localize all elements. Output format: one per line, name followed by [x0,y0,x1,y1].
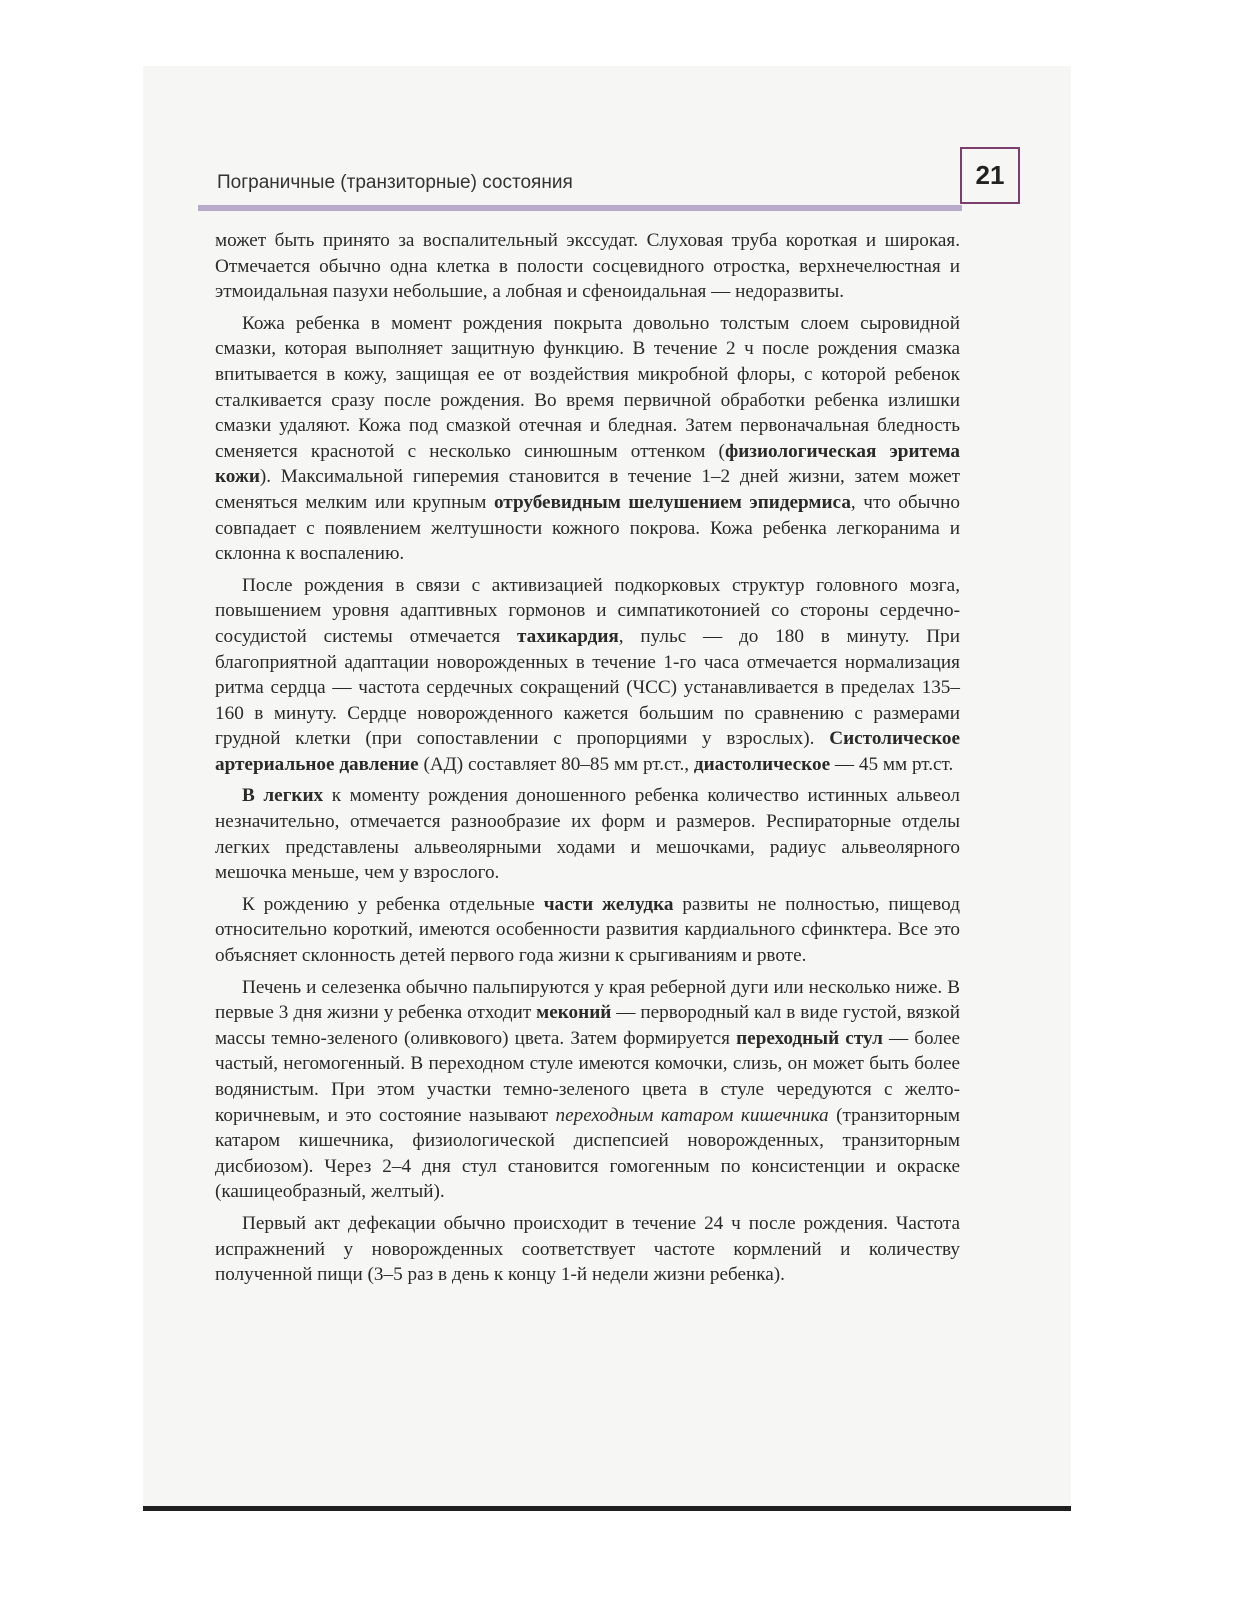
running-head: Пограничные (транзиторные) состояния [217,172,573,193]
text-run: К рождению у ребенка отдельные [242,893,544,915]
page-bottom-edge [143,1506,1071,1511]
text-run: (транзиторным катаром кишечника, физиологической диспепсией новорожденных, транзиторным дисбиозом). Через 2–4 дня стул становится гомогенным по консистенции и окраске (кашицеобразный, желтый). [215,1104,961,1203]
paragraph [215,228,960,305]
text-run: Печень и селезенка обычно пальпируются у края реберной дуги или несколько ниже. В первые 3 дня жизни у ребенка отходит [215,976,960,1024]
text-run: может быть принято за воспалительный экссудат. Слуховая труба короткая и широкая. Отмечается обычно одна клетка в полости сосцевидного отростка, верхнечелюстная и этмоидальная пазухи небольшие, а лобная и сфеноидальная — недоразвиты. [215,230,960,303]
text-run: развиты не полностью, пищевод относительно короткий, имеются особенности развития кардиального сфинктера. Все это объясняет склонность детей первого года жизни к срыгиваниям и рвоте. [215,893,960,967]
text-run: — первородный кал в виде густой, вязкой массы темно-зеленого (оливкового) цвета. Затем формируется [215,1002,960,1049]
bold-term: тахикардия [516,625,619,647]
bold-term: В легких [242,785,324,807]
text-run: — более частый, негомогенный. В переходном стуле имеются комочки, слизь, он может быть более водянистым. При этом участки темно-зеленого цвета в стуле чередуются с желто-коричневым, и это состояние называют [215,1027,960,1126]
italic-term: переходным катаром кишечника [555,1104,829,1126]
body-text [215,228,960,1288]
bold-term: физиологическая эритема кожи [215,440,960,488]
text-run: , что обычно совпадает с появлением желтушности кожного покрова. Кожа ребенка легкоранима и склонна к воспалению. [215,491,961,565]
paragraph [215,311,960,567]
text-run: к моменту рождения доношенного ребенка количество истинных альвеол незначительно, отмечается разнообразие их форм и размеров. Респираторные отделы легких представлены альвеолярными ходами и мешочками, радиус альвеолярного мешочка меньше, чем у взрослого. [215,785,960,884]
paragraph [215,1211,960,1288]
text-run: Первый акт дефекации обычно происходит в течение 24 ч после рождения. Частота испражнений у новорожденных соответствует частоте кормлений и количеству полученной пищи (3–5 раз в день к концу 1-й недели жизни ребенка). [215,1212,960,1286]
bold-term: отрубевидным шелушением эпидермиса [493,491,851,513]
bold-term: переходный стул [736,1027,883,1049]
text-run: , пульс — до 180 в минуту. При благоприятной адаптации новорожденных в течение 1-го часа отмечается нормализация ритма сердца — частота сердечных сокращений (ЧСС) устанавливается в пределах 135–160 в минуту. Сердце новорожденного кажется большим по сравнению с размерами грудной клетки (при сопоставлении с пропорциями у взрослых). [215,625,960,750]
text-run: (АД) составляет 80–85 мм рт.ст., [418,753,694,775]
paragraph [215,975,960,1205]
text-run: Кожа ребенка в момент рождения покрыта довольно толстым слоем сыровидной смазки, которая выполняет защитную функцию. В течение 2 ч после рождения смазка впитывается в кожу, защищая ее от воздействия микробной флоры, с которой ребенок сталкивается сразу после рождения. Во время первичной обработки ребенка излишки смазки удаляют. Кожа под смазкой отечная и бледная. Затем первоначальная бледность сменяется краснотой с несколько синюшным оттенком ( [215,312,960,462]
bold-term: диастолическое [693,753,831,775]
page-number: 21 [960,147,1020,204]
bold-term: меконий [536,1002,612,1024]
header-rule [198,205,962,211]
paragraph [215,892,960,969]
paragraph [215,573,960,778]
bold-term: части желудка [543,893,674,915]
paragraph [215,783,960,885]
text-run: После рождения в связи с активизацией подкорковых структур головного мозга, повышением уровня адаптивных гормонов и симпатикотонией со стороны сердечно-сосудистой системы отмечается [215,574,960,647]
text-run: ). Максимальной гиперемия становится в течение 1–2 дней жизни, затем может сменяться мелким или крупным [215,466,960,513]
text-run: — 45 мм рт.ст. [830,753,954,775]
bold-term: Систолическое артериальное давление [215,728,960,775]
